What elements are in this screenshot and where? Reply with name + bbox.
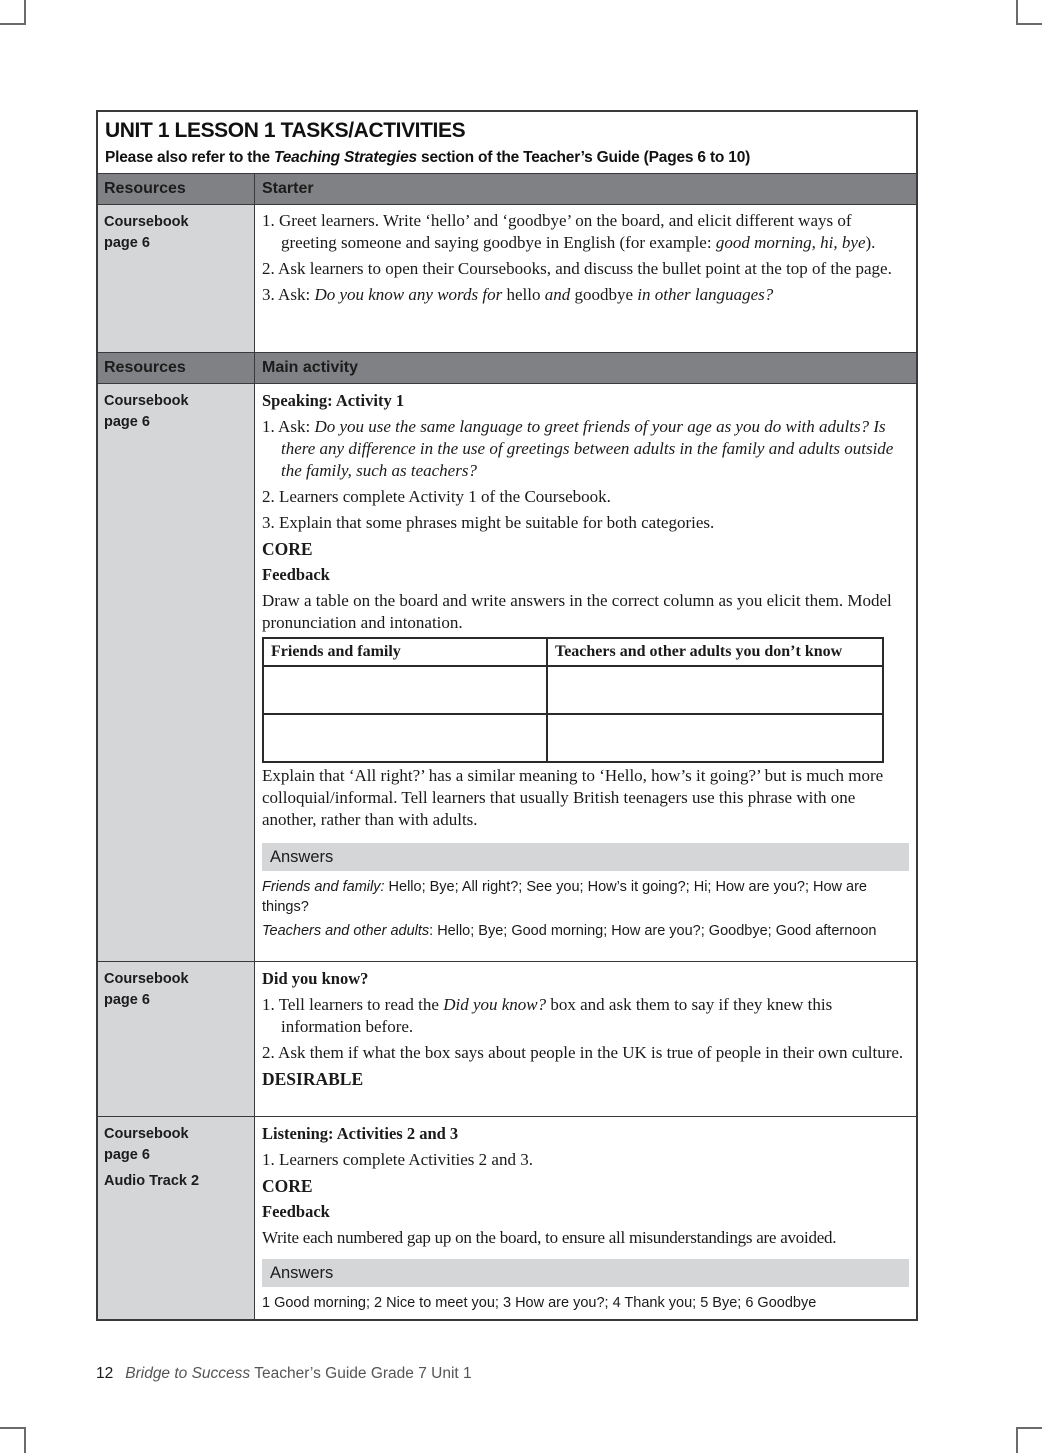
- core-tag: CORE: [262, 539, 313, 559]
- explain-text: Explain that ‘All right?’ has a similar meaning to ‘Hello, how’s it going?’ but is much more colloquial/informal. Tell learners that usually British teenagers use this phrase with one another, rather than with adults.: [262, 766, 884, 829]
- crop-mark-top-left-h: [0, 23, 26, 25]
- feedback-text: Write each numbered gap up on the board, to ensure all misunderstandings are avoided.: [262, 1228, 837, 1247]
- answer-friends-family: Friends and family: Hello; Bye; All right?; See you; How’s it going?; Hi; How are you?; How are things?: [262, 879, 867, 915]
- board-table-cell: [547, 714, 883, 762]
- feedback-heading: Feedback: [262, 1202, 330, 1221]
- book-title: Bridge to Success: [125, 1365, 251, 1382]
- crop-mark-top-left-v: [24, 0, 26, 25]
- starter-item-3: 3. Ask: Do you know any words for hello and goodbye in other languages?: [262, 285, 774, 304]
- page-title: UNIT 1 LESSON 1 TASKS/ACTIVITIES: [105, 119, 466, 142]
- starter-section-header: Starter: [262, 180, 314, 197]
- resources-column-header: Resources: [104, 359, 186, 376]
- crop-mark-top-right-h: [1016, 23, 1042, 25]
- activity-item-1: 1. Ask: Do you use the same language to greet friends of your age as you do with adults? Is there any difference in the use of greetings between adults in the family and adults outside the family, such as teachers?: [262, 417, 894, 480]
- footer-text: Teacher’s Guide Grade 7 Unit 1: [250, 1365, 472, 1382]
- crop-mark-bottom-left-h: [0, 1427, 26, 1429]
- main-activity-section-header: Main activity: [262, 359, 359, 376]
- starter-item-1: 1. Greet learners. Write ‘hello’ and ‘goodbye’ on the board, and elicit different ways of greeting someone and saying goodbye in English (for example: good morning, hi, bye).: [262, 211, 876, 252]
- page-footer: [96, 1365, 472, 1383]
- resource-label: Coursebook page 6: [104, 1126, 189, 1163]
- resource-label: Coursebook page 6: [104, 971, 189, 1008]
- resources-column-header: Resources: [104, 180, 186, 197]
- crop-mark-bottom-right-v: [1016, 1427, 1018, 1453]
- board-table-cell: [547, 666, 883, 714]
- did-you-know-row: [98, 962, 916, 1117]
- feedback-heading: Feedback: [262, 565, 330, 584]
- activity-heading: Listening: Activities 2 and 3: [262, 1124, 459, 1143]
- board-table-cell: [263, 714, 547, 762]
- answers-label: Answers: [270, 1264, 334, 1282]
- lesson-table: [96, 110, 918, 1321]
- answers-bar: [262, 1259, 909, 1287]
- answer-teachers: Teachers and other adults: Hello; Bye; Good morning; How are you?; Goodbye; Good afternoon: [262, 923, 877, 939]
- feedback-text: Draw a table on the board and write answers in the correct column as you elicit them. Model pronunciation and intonation.: [262, 591, 892, 632]
- answers-label: Answers: [270, 848, 334, 866]
- board-table-cell: [263, 666, 547, 714]
- activity-item-1: 1. Tell learners to read the Did you know? box and ask them to say if they knew this information before.: [262, 995, 833, 1036]
- activity-item-1: 1. Learners complete Activities 2 and 3.: [262, 1150, 533, 1169]
- board-table: [262, 637, 884, 763]
- crop-mark-bottom-right-h: [1016, 1427, 1042, 1429]
- starter-row: [98, 205, 916, 353]
- lesson-title-block: [98, 112, 916, 174]
- board-table-header-friends: Friends and family: [263, 638, 547, 666]
- activity-item-2: 2. Ask them if what the box says about people in the UK is true of people in their own culture.: [262, 1043, 904, 1062]
- board-table-header-teachers: Teachers and other adults you don’t know: [547, 638, 883, 666]
- activity-heading: Did you know?: [262, 969, 369, 988]
- starter-header-row: [98, 174, 916, 205]
- core-tag: CORE: [262, 1176, 313, 1196]
- subtitle-text-end: section of the Teacher’s Guide (Pages 6 to 10): [416, 149, 751, 166]
- resource-label: Coursebook page 6: [104, 214, 189, 251]
- crop-mark-bottom-left-v: [24, 1427, 26, 1453]
- speaking-activity-row: [98, 384, 916, 962]
- activity-item-3: 3. Explain that some phrases might be suitable for both categories.: [262, 513, 715, 532]
- listening-activity-row: [98, 1117, 916, 1319]
- audio-track-label: Audio Track 2: [104, 1173, 200, 1189]
- subtitle-italic: Teaching Strategies: [274, 149, 417, 166]
- main-activity-header-row: [98, 353, 916, 384]
- page-number: 12: [96, 1365, 114, 1382]
- crop-mark-top-right-v: [1016, 0, 1018, 25]
- starter-item-2: 2. Ask learners to open their Coursebooks, and discuss the bullet point at the top of the page.: [262, 259, 892, 278]
- activity-item-2: 2. Learners complete Activity 1 of the Coursebook.: [262, 487, 611, 506]
- desirable-tag: DESIRABLE: [262, 1069, 364, 1089]
- answers-bar: [262, 843, 909, 871]
- resource-label: Coursebook page 6: [104, 393, 189, 430]
- answers-text: 1 Good morning; 2 Nice to meet you; 3 How are you?; 4 Thank you; 5 Bye; 6 Goodbye: [262, 1295, 817, 1311]
- page-subtitle: [105, 147, 909, 169]
- subtitle-text: Please also refer to the: [105, 149, 275, 166]
- activity-heading: Speaking: Activity 1: [262, 391, 405, 410]
